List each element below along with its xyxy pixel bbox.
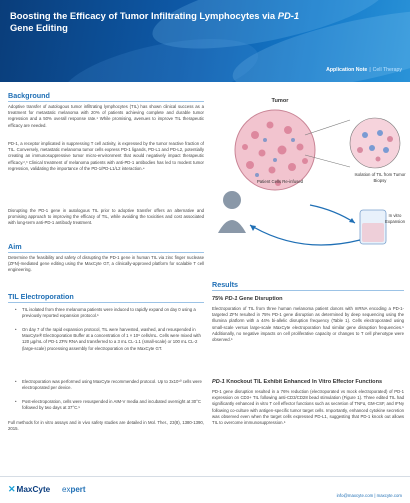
- background-heading: Background: [8, 91, 50, 100]
- background-paragraph-3: Disrupting the PD-1 gene in autologous TIL prior to adoptive transfer offers an alternative and promising approach to improving the efficacy of TIL, while avoiding the toxicities and cost associated with long-term anti-PD-1 antibody treatment.: [8, 208, 204, 226]
- aim-heading: Aim: [8, 242, 22, 251]
- electroporation-bullet-2: • On day 7 of the rapid expansion protocol, TIL were harvested, washed, and resuspended in MaxCyte® Electroporation Buffer at a concentration of 1 × 10⁸ cells/mL. Cells were mixed with 120 µg/mL of PD-1 ZFN RNA and transferred to a 3 mL CL-1.1 (small-scale) or 100 mL CL-2 (large-scale) processing assembly for electroporation on the MaxCyte GT.: [15, 327, 201, 351]
- footer-divider: [0, 476, 410, 477]
- page-title: Boosting the Efficacy of Tumor Infiltrating Lymphocytes via PD-1 Gene Editing: [10, 10, 300, 33]
- tumor-label: Tumor: [271, 98, 289, 104]
- maxcyte-logo: ✕MaxCyte: [8, 484, 51, 494]
- maxcyte-x-icon: ✕: [8, 484, 16, 494]
- background-rule: [8, 101, 204, 102]
- electroporation-heading: TIL Electroporation: [8, 292, 74, 301]
- application-note-label: Application Note | Cell Therapy: [326, 67, 402, 73]
- electroporation-bullet-1: • TIL isolated from three melanoma patients were induced to rapidly expand on day 0 using a previously reported expansion protocol.⁵: [15, 307, 196, 319]
- background-paragraph-1: Adoptive transfer of autologous tumor infiltrating lymphocytes (TIL) has shown clinical success as a treatment for metastatic melanoma with 20% of patients achieving complete and durable tumor regression and a 50% overall response rate.¹ While promising, avenues to improve TIL therapeutic efficacy are needed.: [8, 104, 204, 128]
- results-subheading-1: 75% PD-1 Gene Disruption: [212, 296, 283, 302]
- expansion-label: In vitro Expansion: [384, 213, 406, 224]
- til-therapy-diagram: [210, 95, 410, 255]
- footer-contact-link[interactable]: info@maxcyte.com | maxcyte.com: [336, 493, 402, 498]
- electroporation-bullet-4: • Post-electroporation, cells were resuspended in AIM-V media and incubated overnight at 30°C followed by two days at 37°C.⁵: [15, 399, 201, 411]
- reinfused-label: Patient Cells Re-infused: [256, 179, 304, 184]
- expert-logo: expert: [62, 485, 86, 494]
- results-paragraph-1: Electroporation of TIL from three human melanoma patient donors with mRNA encoding a PD-1-targeted ZFN resulted in 75% PD-1 gene disruption as determined by deep sequencing using the Illumina platform with a 44% bi-allelic disruption frequency (Table 1). Cells electroporated using small-scale versus large-scale MaxCyte electroporation had similar gene disruption frequencies.⁵ Additionally, no negative impacts on cell proliferative capacity or changes to T cell phenotype were observed.⁵: [212, 306, 404, 343]
- results-rule: [212, 290, 404, 291]
- aim-rule: [8, 252, 204, 253]
- electroporation-rule: [8, 302, 204, 303]
- results-subheading-2: PD-1 Knockout TIL Exhibit Enhanced In Vitro Effector Functions: [212, 379, 383, 385]
- results-heading: Results: [212, 280, 238, 289]
- header-banner: [0, 0, 410, 82]
- isolation-label: Isolation of TIL from Tumor Biopsy: [354, 172, 406, 183]
- aim-paragraph: Determine the feasibility and safety of disrupting the PD-1 gene in human TIL via zinc finger nuclease (ZFN)-mediated gene editing using the MaxCyte GT, a clinically-approved platform for scalable T cell engineering.: [8, 255, 204, 273]
- electroporation-footnote: Full methods for in vitro assays and in vivo safety studies are detailed in Mol. Ther., 23(8), 1380-1390, 2015.: [8, 420, 204, 432]
- results-paragraph-2: PD-1 gene disruption resulted in a 76% reduction (electroporated vs mock electroporated) of PD-1 expression on CD3+ TIL following anti-CD3/CD28 bead stimulation (Figure 1). Three edited TIL had significantly enhanced in vitro T cell effector functions such as secretion of TNFα, GM-CSF, and IFNγ following co-culture with antigen-specific tumor target cells. Importantly, enhanced cytokine secretion was observed even when the target cells expressed PD-L1, suggesting that PD-1 knock out allows TIL to overcome immunosuppression.⁵: [212, 389, 404, 426]
- background-paragraph-2: PD-1, a receptor implicated in suppressing T cell activity, is expressed by the tumor reactive fraction of TIL. Conversely, metastatic melanoma tumor cells express PD-1 ligands, PD-L1 and PD-L2, potentially creating an immunosuppressive tumor micro-environment that would negatively impact therapeutic efficacy.²,³ Clinical treatment of melanoma patients with anti-PD-1 antibodies has led to modest tumor regression, validating the importance of the PD-1/PD-L1/L2 interaction.⁴: [8, 141, 204, 171]
- electroporation-bullet-3: • Electroporation was performed using MaxCyte recommended protocol. Up to 3x10¹⁰ cells were electroporated per device.: [15, 379, 202, 391]
